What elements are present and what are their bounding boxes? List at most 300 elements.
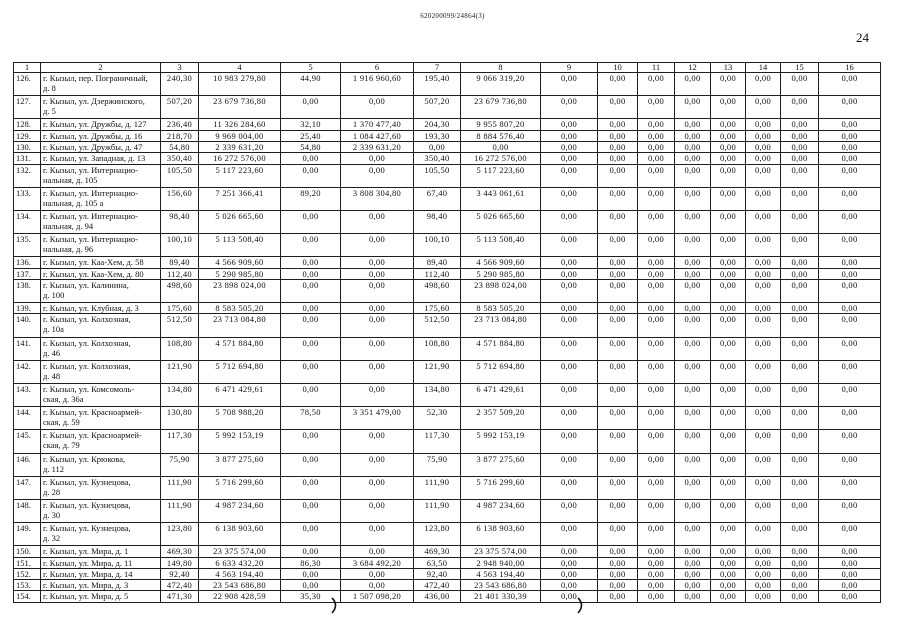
address-line: г. Кызыл, ул. Красноармей- <box>43 430 142 441</box>
value-cell-col-16: 0,00 <box>819 268 881 279</box>
value-cell-col-12: 0,00 <box>675 141 711 152</box>
value-cell-col-10: 0,00 <box>598 164 638 187</box>
value-cell-col-6: 0,00 <box>341 476 414 499</box>
address-cell <box>41 546 161 557</box>
value-cell-col-15: 0,00 <box>781 187 819 210</box>
value-cell-col-14: 0,00 <box>746 314 781 337</box>
value-cell-col-12: 0,00 <box>675 360 711 383</box>
value-cell-col-4: 23 713 084,80 <box>199 314 281 337</box>
row-number-cell: 150. <box>14 546 41 557</box>
value-cell-col-3: 149,80 <box>161 557 199 568</box>
column-header-4: 4 <box>199 63 281 73</box>
value-cell-col-5: 0,00 <box>281 153 341 164</box>
value-cell-col-11: 0,00 <box>638 303 675 314</box>
value-cell-col-8: 8 583 505,20 <box>461 303 541 314</box>
address-cell <box>41 337 161 360</box>
value-cell-col-10: 0,00 <box>598 119 638 130</box>
value-cell-col-5: 0,00 <box>281 546 341 557</box>
value-cell-col-16: 0,00 <box>819 568 881 579</box>
value-cell-col-9: 0,00 <box>541 453 598 476</box>
address-cell <box>41 164 161 187</box>
value-cell-col-15: 0,00 <box>781 164 819 187</box>
row-number-cell: 148. <box>14 499 41 522</box>
value-cell-col-3: 236,40 <box>161 119 199 130</box>
row-number-cell: 128. <box>14 119 41 130</box>
value-cell-col-7: 123,80 <box>414 523 461 546</box>
value-cell-col-15: 0,00 <box>781 476 819 499</box>
value-cell-col-11: 0,00 <box>638 591 675 602</box>
value-cell-col-11: 0,00 <box>638 141 675 152</box>
value-cell-col-8: 23 679 736,80 <box>461 96 541 119</box>
address-line: д. 112 <box>43 463 65 474</box>
address-line: д. 30 <box>43 509 61 520</box>
value-cell-col-11: 0,00 <box>638 337 675 360</box>
value-cell-col-14: 0,00 <box>746 580 781 591</box>
table-row <box>14 73 881 96</box>
value-cell-col-16: 0,00 <box>819 187 881 210</box>
address-line: г. Кызыл, ул. Мира, д. 5 <box>43 591 129 602</box>
value-cell-col-14: 0,00 <box>746 476 781 499</box>
value-cell-col-9: 0,00 <box>541 153 598 164</box>
value-cell-col-14: 0,00 <box>746 568 781 579</box>
address-line: г. Кызыл, ул. Мира, д. 11 <box>43 557 133 568</box>
value-cell-col-8: 5 113 508,40 <box>461 234 541 257</box>
value-cell-col-7: 498,60 <box>414 279 461 302</box>
value-cell-col-15: 0,00 <box>781 268 819 279</box>
value-cell-col-9: 0,00 <box>541 557 598 568</box>
value-cell-col-16: 0,00 <box>819 303 881 314</box>
address-line: г. Кызыл, ул. Интернацио- <box>43 210 139 221</box>
address-cell <box>41 187 161 210</box>
value-cell-col-12: 0,00 <box>675 119 711 130</box>
value-cell-col-14: 0,00 <box>746 546 781 557</box>
address-cell <box>41 303 161 314</box>
value-cell-col-4: 9 969 004,00 <box>199 130 281 141</box>
value-cell-col-15: 0,00 <box>781 430 819 453</box>
row-number-cell: 137. <box>14 268 41 279</box>
value-cell-col-12: 0,00 <box>675 568 711 579</box>
value-cell-col-10: 0,00 <box>598 453 638 476</box>
value-cell-col-8: 23 713 084,80 <box>461 314 541 337</box>
value-cell-col-5: 54,80 <box>281 141 341 152</box>
value-cell-col-7: 63,50 <box>414 557 461 568</box>
value-cell-col-7: 92,40 <box>414 568 461 579</box>
table-row <box>14 153 881 164</box>
column-header-15: 15 <box>781 63 819 73</box>
value-cell-col-14: 0,00 <box>746 383 781 406</box>
address-line: г. Кызыл, ул. Мира, д. 1 <box>43 546 129 557</box>
value-cell-col-5: 0,00 <box>281 430 341 453</box>
address-cell <box>41 96 161 119</box>
table-row <box>14 141 881 152</box>
value-cell-col-4: 11 326 284,60 <box>199 119 281 130</box>
value-cell-col-3: 507,20 <box>161 96 199 119</box>
column-header-9: 9 <box>541 63 598 73</box>
value-cell-col-5: 0,00 <box>281 580 341 591</box>
value-cell-col-3: 112,40 <box>161 268 199 279</box>
value-cell-col-11: 0,00 <box>638 476 675 499</box>
address-line: д. 48 <box>43 370 61 381</box>
value-cell-col-5: 0,00 <box>281 453 341 476</box>
value-cell-col-8: 5 992 153,19 <box>461 430 541 453</box>
value-cell-col-6: 3 684 492,20 <box>341 557 414 568</box>
value-cell-col-16: 0,00 <box>819 153 881 164</box>
value-cell-col-6: 1 370 477,40 <box>341 119 414 130</box>
value-cell-col-16: 0,00 <box>819 499 881 522</box>
value-cell-col-6: 0,00 <box>341 96 414 119</box>
table-row <box>14 557 881 568</box>
table-row <box>14 187 881 210</box>
value-cell-col-8: 5 117 223,60 <box>461 164 541 187</box>
value-cell-col-4: 4 987 234,60 <box>199 499 281 522</box>
value-cell-col-16: 0,00 <box>819 591 881 602</box>
value-cell-col-8: 5 716 299,60 <box>461 476 541 499</box>
address-cell <box>41 499 161 522</box>
table-row <box>14 407 881 430</box>
value-cell-col-4: 2 339 631,20 <box>199 141 281 152</box>
value-cell-col-6: 0,00 <box>341 360 414 383</box>
value-cell-col-11: 0,00 <box>638 580 675 591</box>
value-cell-col-12: 0,00 <box>675 383 711 406</box>
value-cell-col-8: 16 272 576,00 <box>461 153 541 164</box>
value-cell-col-5: 0,00 <box>281 523 341 546</box>
column-header-10: 10 <box>598 63 638 73</box>
value-cell-col-13: 0,00 <box>711 210 746 233</box>
value-cell-col-6: 1 507 098,20 <box>341 591 414 602</box>
value-cell-col-13: 0,00 <box>711 153 746 164</box>
address-line: нальная, д. 105 а <box>43 197 104 208</box>
row-number-cell: 143. <box>14 383 41 406</box>
value-cell-col-12: 0,00 <box>675 580 711 591</box>
value-cell-col-7: 52,30 <box>414 407 461 430</box>
value-cell-col-14: 0,00 <box>746 141 781 152</box>
value-cell-col-8: 5 026 665,60 <box>461 210 541 233</box>
address-line: нальная, д. 105 <box>43 174 98 185</box>
value-cell-col-6: 0,00 <box>341 164 414 187</box>
value-cell-col-3: 111,90 <box>161 499 199 522</box>
address-cell <box>41 360 161 383</box>
value-cell-col-15: 0,00 <box>781 130 819 141</box>
value-cell-col-6: 0,00 <box>341 268 414 279</box>
address-line: г. Кызыл, ул. Кузнецова, <box>43 523 131 534</box>
value-cell-col-6: 3 808 304,80 <box>341 187 414 210</box>
address-line: д. 10а <box>43 324 64 335</box>
value-cell-col-10: 0,00 <box>598 568 638 579</box>
value-cell-col-15: 0,00 <box>781 557 819 568</box>
value-cell-col-10: 0,00 <box>598 130 638 141</box>
value-cell-col-3: 117,30 <box>161 430 199 453</box>
column-header-1: 1 <box>14 63 41 73</box>
value-cell-col-3: 98,40 <box>161 210 199 233</box>
value-cell-col-7: 98,40 <box>414 210 461 233</box>
value-cell-col-13: 0,00 <box>711 546 746 557</box>
value-cell-col-9: 0,00 <box>541 580 598 591</box>
value-cell-col-4: 23 679 736,80 <box>199 96 281 119</box>
value-cell-col-3: 175,60 <box>161 303 199 314</box>
value-cell-col-13: 0,00 <box>711 499 746 522</box>
address-line: г. Кызыл, ул. Крюкова, <box>43 453 126 464</box>
address-line: нальная, д. 96 <box>43 244 94 255</box>
row-number-cell: 139. <box>14 303 41 314</box>
value-cell-col-12: 0,00 <box>675 303 711 314</box>
value-cell-col-9: 0,00 <box>541 383 598 406</box>
value-cell-col-14: 0,00 <box>746 360 781 383</box>
value-cell-col-6: 2 339 631,20 <box>341 141 414 152</box>
address-line: д. 8 <box>43 83 56 93</box>
value-cell-col-4: 5 026 665,60 <box>199 210 281 233</box>
value-cell-col-15: 0,00 <box>781 73 819 96</box>
value-cell-col-15: 0,00 <box>781 568 819 579</box>
value-cell-col-12: 0,00 <box>675 96 711 119</box>
value-cell-col-14: 0,00 <box>746 303 781 314</box>
value-cell-col-15: 0,00 <box>781 523 819 546</box>
value-cell-col-9: 0,00 <box>541 314 598 337</box>
value-cell-col-12: 0,00 <box>675 210 711 233</box>
value-cell-col-11: 0,00 <box>638 73 675 96</box>
row-number-cell: 151. <box>14 557 41 568</box>
value-cell-col-15: 0,00 <box>781 453 819 476</box>
document-code: 620200099/24864(3) <box>420 12 485 20</box>
row-number-cell: 145. <box>14 430 41 453</box>
value-cell-col-13: 0,00 <box>711 268 746 279</box>
value-cell-col-16: 0,00 <box>819 523 881 546</box>
address-cell <box>41 383 161 406</box>
value-cell-col-9: 0,00 <box>541 141 598 152</box>
value-cell-col-10: 0,00 <box>598 314 638 337</box>
row-number-cell: 138. <box>14 279 41 302</box>
value-cell-col-11: 0,00 <box>638 234 675 257</box>
row-number-cell: 133. <box>14 187 41 210</box>
value-cell-col-15: 0,00 <box>781 210 819 233</box>
address-cell <box>41 141 161 152</box>
value-cell-col-8: 21 401 330,39 <box>461 591 541 602</box>
table-row <box>14 383 881 406</box>
value-cell-col-12: 0,00 <box>675 453 711 476</box>
value-cell-col-5: 0,00 <box>281 303 341 314</box>
address-cell <box>41 591 161 602</box>
table-row <box>14 130 881 141</box>
page-number: 24 <box>856 30 869 45</box>
value-cell-col-9: 0,00 <box>541 119 598 130</box>
value-cell-col-13: 0,00 <box>711 257 746 268</box>
value-cell-col-14: 0,00 <box>746 210 781 233</box>
value-cell-col-8: 3 443 061,61 <box>461 187 541 210</box>
value-cell-col-3: 218,70 <box>161 130 199 141</box>
value-cell-col-16: 0,00 <box>819 164 881 187</box>
value-cell-col-7: 512,50 <box>414 314 461 337</box>
value-cell-col-15: 0,00 <box>781 303 819 314</box>
value-cell-col-14: 0,00 <box>746 279 781 302</box>
value-cell-col-14: 0,00 <box>746 119 781 130</box>
value-cell-col-8: 23 898 024,00 <box>461 279 541 302</box>
value-cell-col-15: 0,00 <box>781 141 819 152</box>
value-cell-col-3: 108,80 <box>161 337 199 360</box>
address-cell <box>41 210 161 233</box>
value-cell-col-16: 0,00 <box>819 360 881 383</box>
value-cell-col-11: 0,00 <box>638 96 675 119</box>
address-line: г. Кызыл, ул. Каа-Хем, д. 80 <box>43 268 144 279</box>
address-cell <box>41 130 161 141</box>
value-cell-col-11: 0,00 <box>638 210 675 233</box>
address-line: г. Кызыл, ул. Клубная, д. 3 <box>43 303 139 314</box>
value-cell-col-16: 0,00 <box>819 476 881 499</box>
value-cell-col-9: 0,00 <box>541 130 598 141</box>
value-cell-col-15: 0,00 <box>781 153 819 164</box>
value-cell-col-12: 0,00 <box>675 130 711 141</box>
table-row <box>14 234 881 257</box>
value-cell-col-4: 8 583 505,20 <box>199 303 281 314</box>
value-cell-col-3: 471,30 <box>161 591 199 602</box>
table-row <box>14 568 881 579</box>
value-cell-col-11: 0,00 <box>638 546 675 557</box>
value-cell-col-4: 6 471 429,61 <box>199 383 281 406</box>
address-line: г. Кызыл, ул. Дружбы, д. 127 <box>43 119 147 130</box>
column-header-5: 5 <box>281 63 341 73</box>
value-cell-col-5: 0,00 <box>281 210 341 233</box>
column-header-16: 16 <box>819 63 881 73</box>
column-header-13: 13 <box>711 63 746 73</box>
address-line: г. Кызыл, ул. Каа-Хем, д. 58 <box>43 257 144 268</box>
value-cell-col-16: 0,00 <box>819 407 881 430</box>
value-cell-col-16: 0,00 <box>819 257 881 268</box>
value-cell-col-16: 0,00 <box>819 383 881 406</box>
value-cell-col-7: 507,20 <box>414 96 461 119</box>
row-number-cell: 129. <box>14 130 41 141</box>
value-cell-col-5: 25,40 <box>281 130 341 141</box>
address-line: г. Кызыл, ул. Интернацио- <box>43 234 139 245</box>
value-cell-col-6: 1 916 960,60 <box>341 73 414 96</box>
value-cell-col-3: 121,90 <box>161 360 199 383</box>
value-cell-col-15: 0,00 <box>781 314 819 337</box>
value-cell-col-8: 4 566 909,60 <box>461 257 541 268</box>
value-cell-col-10: 0,00 <box>598 96 638 119</box>
value-cell-col-16: 0,00 <box>819 314 881 337</box>
value-cell-col-15: 0,00 <box>781 257 819 268</box>
value-cell-col-7: 117,30 <box>414 430 461 453</box>
table-row <box>14 360 881 383</box>
table-row <box>14 303 881 314</box>
value-cell-col-3: 156,60 <box>161 187 199 210</box>
value-cell-col-11: 0,00 <box>638 257 675 268</box>
address-cell <box>41 568 161 579</box>
value-cell-col-10: 0,00 <box>598 499 638 522</box>
value-cell-col-8: 23 543 686,80 <box>461 580 541 591</box>
table-row <box>14 453 881 476</box>
value-cell-col-14: 0,00 <box>746 96 781 119</box>
value-cell-col-6: 0,00 <box>341 153 414 164</box>
scan-mark <box>329 597 341 614</box>
value-cell-col-10: 0,00 <box>598 257 638 268</box>
address-line: г. Кызыл, ул. Дружбы, д. 16 <box>43 130 143 141</box>
address-line: ская, д. 36а <box>43 393 84 404</box>
value-cell-col-12: 0,00 <box>675 557 711 568</box>
value-cell-col-11: 0,00 <box>638 279 675 302</box>
value-cell-col-4: 5 708 988,20 <box>199 407 281 430</box>
value-cell-col-10: 0,00 <box>598 557 638 568</box>
value-cell-col-16: 0,00 <box>819 557 881 568</box>
value-cell-col-15: 0,00 <box>781 234 819 257</box>
value-cell-col-4: 6 633 432,20 <box>199 557 281 568</box>
address-line: г. Кызыл, ул. Калинина, <box>43 279 129 290</box>
value-cell-col-4: 6 138 903,60 <box>199 523 281 546</box>
row-number-cell: 131. <box>14 153 41 164</box>
value-cell-col-7: 105,50 <box>414 164 461 187</box>
value-cell-col-14: 0,00 <box>746 337 781 360</box>
value-cell-col-13: 0,00 <box>711 580 746 591</box>
value-cell-col-14: 0,00 <box>746 407 781 430</box>
row-number-cell: 132. <box>14 164 41 187</box>
value-cell-col-7: 134,80 <box>414 383 461 406</box>
value-cell-col-4: 4 566 909,60 <box>199 257 281 268</box>
value-cell-col-13: 0,00 <box>711 187 746 210</box>
address-cell <box>41 257 161 268</box>
row-number-cell: 141. <box>14 337 41 360</box>
value-cell-col-13: 0,00 <box>711 453 746 476</box>
value-cell-col-8: 8 884 576,40 <box>461 130 541 141</box>
value-cell-col-7: 108,80 <box>414 337 461 360</box>
value-cell-col-14: 0,00 <box>746 430 781 453</box>
value-cell-col-12: 0,00 <box>675 153 711 164</box>
value-cell-col-12: 0,00 <box>675 476 711 499</box>
value-cell-col-13: 0,00 <box>711 314 746 337</box>
value-cell-col-11: 0,00 <box>638 187 675 210</box>
value-cell-col-5: 78,50 <box>281 407 341 430</box>
address-line: г. Кызыл, ул. Комсомоль- <box>43 383 135 394</box>
value-cell-col-14: 0,00 <box>746 130 781 141</box>
value-cell-col-8: 6 138 903,60 <box>461 523 541 546</box>
value-cell-col-13: 0,00 <box>711 337 746 360</box>
value-cell-col-3: 472,40 <box>161 580 199 591</box>
value-cell-col-10: 0,00 <box>598 383 638 406</box>
value-cell-col-7: 472,40 <box>414 580 461 591</box>
address-cell <box>41 234 161 257</box>
value-cell-col-5: 0,00 <box>281 164 341 187</box>
value-cell-col-10: 0,00 <box>598 210 638 233</box>
value-cell-col-11: 0,00 <box>638 164 675 187</box>
value-cell-col-5: 0,00 <box>281 314 341 337</box>
address-line: г. Кызыл, ул. Интернацио- <box>43 187 139 198</box>
value-cell-col-5: 0,00 <box>281 234 341 257</box>
value-cell-col-3: 54,80 <box>161 141 199 152</box>
value-cell-col-8: 5 290 985,80 <box>461 268 541 279</box>
address-cell <box>41 476 161 499</box>
value-cell-col-7: 75,90 <box>414 453 461 476</box>
address-line: г. Кызыл, пер. Пограничный, <box>43 73 148 83</box>
address-line: д. 32 <box>43 533 61 544</box>
address-cell <box>41 407 161 430</box>
value-cell-col-5: 0,00 <box>281 279 341 302</box>
value-cell-col-11: 0,00 <box>638 568 675 579</box>
value-cell-col-9: 0,00 <box>541 96 598 119</box>
value-cell-col-3: 512,50 <box>161 314 199 337</box>
value-cell-col-14: 0,00 <box>746 234 781 257</box>
value-cell-col-10: 0,00 <box>598 337 638 360</box>
value-cell-col-6: 0,00 <box>341 279 414 302</box>
table-row <box>14 257 881 268</box>
value-cell-col-7: 111,90 <box>414 476 461 499</box>
value-cell-col-12: 0,00 <box>675 523 711 546</box>
address-cell <box>41 557 161 568</box>
row-number-cell: 149. <box>14 523 41 546</box>
address-cell <box>41 453 161 476</box>
value-cell-col-5: 0,00 <box>281 360 341 383</box>
value-cell-col-16: 0,00 <box>819 337 881 360</box>
value-cell-col-16: 0,00 <box>819 234 881 257</box>
value-cell-col-11: 0,00 <box>638 130 675 141</box>
value-cell-col-3: 134,80 <box>161 383 199 406</box>
row-number-cell: 152. <box>14 568 41 579</box>
value-cell-col-9: 0,00 <box>541 268 598 279</box>
